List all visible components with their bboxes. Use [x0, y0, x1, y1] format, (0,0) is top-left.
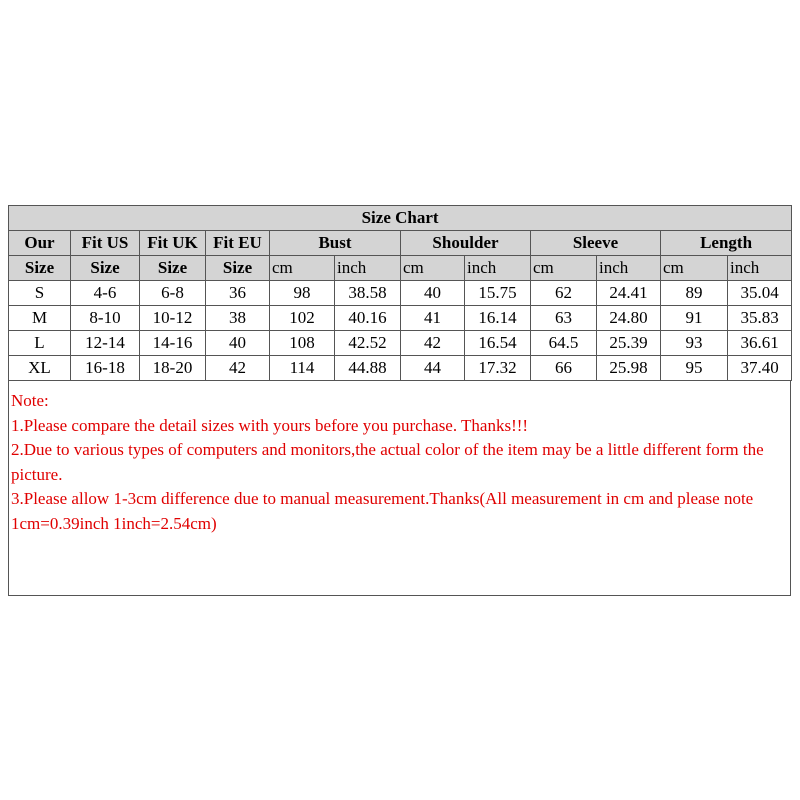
cell: 16-18: [71, 356, 140, 381]
cell: S: [9, 281, 71, 306]
header-length: Length: [661, 231, 792, 256]
cell: 24.80: [597, 306, 661, 331]
note-item: 2.Due to various types of computers and monitors,the actual color of the item may be a little different form the picture.: [11, 440, 764, 484]
cell: 42: [401, 331, 465, 356]
header-row-2: [9, 256, 792, 281]
size-chart-container: [8, 205, 791, 596]
cell: 15.75: [465, 281, 531, 306]
header-fit-uk: Fit UK: [140, 231, 206, 256]
unit-cm: cm: [661, 256, 728, 281]
cell: 108: [270, 331, 335, 356]
header-uk-size: Size: [140, 256, 206, 281]
table-title: Size Chart: [9, 206, 792, 231]
cell: 16.14: [465, 306, 531, 331]
cell: 37.40: [728, 356, 792, 381]
cell: 38: [206, 306, 270, 331]
header-our: Our: [9, 231, 71, 256]
cell: 93: [661, 331, 728, 356]
cell: 95: [661, 356, 728, 381]
notes-box: [8, 381, 791, 596]
unit-cm: cm: [401, 256, 465, 281]
cell: 62: [531, 281, 597, 306]
header-our-size: Size: [9, 256, 71, 281]
unit-inch: inch: [597, 256, 661, 281]
cell: 98: [270, 281, 335, 306]
cell: XL: [9, 356, 71, 381]
cell: 17.32: [465, 356, 531, 381]
size-chart-table: [8, 205, 792, 381]
cell: 25.98: [597, 356, 661, 381]
cell: 38.58: [335, 281, 401, 306]
cell: 63: [531, 306, 597, 331]
cell: 42: [206, 356, 270, 381]
cell: 44: [401, 356, 465, 381]
cell: 16.54: [465, 331, 531, 356]
note-item: 1.Please compare the detail sizes with yours before you purchase. Thanks!!!: [11, 415, 529, 435]
table-row: [9, 306, 792, 331]
cell: 14-16: [140, 331, 206, 356]
header-us-size: Size: [71, 256, 140, 281]
header-row-1: [9, 231, 792, 256]
cell: 44.88: [335, 356, 401, 381]
cell: L: [9, 331, 71, 356]
cell: 114: [270, 356, 335, 381]
unit-cm: cm: [531, 256, 597, 281]
table-row: [9, 331, 792, 356]
cell: 40: [401, 281, 465, 306]
cell: 12-14: [71, 331, 140, 356]
cell: 18-20: [140, 356, 206, 381]
cell: 8-10: [71, 306, 140, 331]
header-fit-us: Fit US: [71, 231, 140, 256]
unit-cm: cm: [270, 256, 335, 281]
header-sleeve: Sleeve: [531, 231, 661, 256]
cell: 40.16: [335, 306, 401, 331]
cell: 64.5: [531, 331, 597, 356]
cell: 40: [206, 331, 270, 356]
table-row: [9, 356, 792, 381]
header-shoulder: Shoulder: [401, 231, 531, 256]
cell: 42.52: [335, 331, 401, 356]
header-eu-size: Size: [206, 256, 270, 281]
cell: M: [9, 306, 71, 331]
cell: 24.41: [597, 281, 661, 306]
cell: 36.61: [728, 331, 792, 356]
cell: 91: [661, 306, 728, 331]
cell: 4-6: [71, 281, 140, 306]
cell: 89: [661, 281, 728, 306]
cell: 6-8: [140, 281, 206, 306]
cell: 36: [206, 281, 270, 306]
cell: 25.39: [597, 331, 661, 356]
note-item: 3.Please allow 1-3cm difference due to manual measurement.Thanks(All measurement in cm and please note 1cm=0.39inch 1inch=2.54cm): [11, 489, 754, 533]
cell: 35.04: [728, 281, 792, 306]
unit-inch: inch: [465, 256, 531, 281]
cell: 41: [401, 306, 465, 331]
unit-inch: inch: [728, 256, 792, 281]
cell: 66: [531, 356, 597, 381]
unit-inch: inch: [335, 256, 401, 281]
header-fit-eu: Fit EU: [206, 231, 270, 256]
note-heading: Note:: [11, 391, 49, 410]
cell: 10-12: [140, 306, 206, 331]
cell: 102: [270, 306, 335, 331]
header-bust: Bust: [270, 231, 401, 256]
title-row: [9, 206, 792, 231]
cell: 35.83: [728, 306, 792, 331]
table-row: [9, 281, 792, 306]
